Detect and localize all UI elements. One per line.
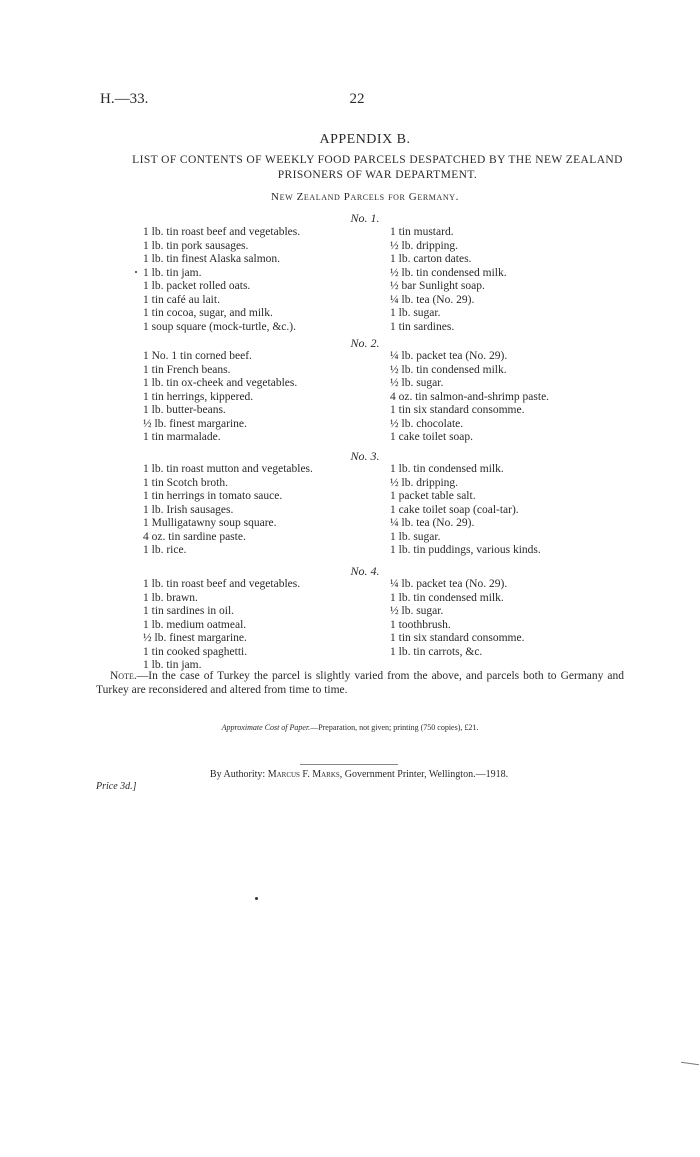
note-text: —In the case of Turkey the parcel is slightly varied from the above, and parcels both to Germany and Turkey are reconsidered and altered from time to time.: [96, 670, 624, 696]
list-item: 1 tin herrings, kippered.: [143, 390, 254, 403]
list-item: 1 lb. Irish sausages.: [143, 503, 234, 516]
list-item: 1 tin Scotch broth.: [143, 476, 228, 489]
list-item: 1 lb. brawn.: [143, 591, 198, 604]
list-item: ½ lb. tin condensed milk.: [390, 266, 507, 279]
parcel-items-left: [143, 350, 297, 445]
list-item: 1 lb. medium oatmeal.: [143, 618, 247, 631]
list-item: ½ bar Sunlight soap.: [390, 280, 485, 292]
list-item: 1 lb. tin roast mutton and vegetables.: [143, 463, 313, 475]
list-item: 1 lb. tin jam.: [143, 659, 202, 671]
list-item: 1 lb. packet rolled oats.: [143, 280, 251, 292]
parcel-items-right: [390, 463, 541, 558]
list-item: 1 lb. sugar.: [390, 307, 441, 319]
list-item: 1 tin café au lait.: [143, 293, 220, 306]
list-item: 1 lb. carton dates.: [390, 253, 472, 265]
list-item: 1 tin cocoa, sugar, and milk.: [143, 307, 273, 319]
cost-label: Approximate Cost of Paper.: [221, 723, 311, 732]
list-item: 4 oz. tin sardine paste.: [143, 530, 246, 543]
price-note: Price 3d.]: [96, 781, 137, 792]
page-number: 22: [349, 91, 365, 107]
list-item: ½ lb. sugar.: [390, 377, 444, 389]
authority-line: [0, 769, 700, 780]
list-item: 1 tin mustard.: [390, 226, 454, 238]
scan-speck: [255, 897, 258, 900]
list-item: 1 lb. sugar.: [390, 530, 441, 543]
list-item: 1 tin cooked spaghetti.: [143, 645, 248, 658]
list-item: ¼ lb. tea (No. 29).: [390, 517, 475, 529]
note-label: Note.: [110, 670, 137, 682]
list-item: ½ lb. finest margarine.: [143, 632, 247, 644]
list-item: ½ lb. sugar.: [390, 605, 444, 617]
appendix-title: APPENDIX B.: [319, 132, 411, 147]
list-item: 1 tin marmalade.: [143, 431, 221, 443]
cost-text: —Preparation, not given; printing (750 copies), £21.: [310, 723, 479, 732]
list-item: ½ lb. finest margarine.: [143, 417, 247, 430]
authority-prefix: By Authority:: [209, 769, 268, 780]
list-title: LIST OF CONTENTS OF WEEKLY FOOD PARCELS DESPATCHED BY THE NEW ZEALAND PRISONERS OF WAR DEPARTMENT.: [132, 154, 623, 181]
scan-speck: [135, 271, 137, 273]
parcel-items-left: [143, 463, 313, 558]
list-item: 1 cake toilet soap.: [390, 431, 474, 443]
printer-name: Marcus F. Marks: [267, 769, 340, 780]
list-item: 1 Mulligatawny soup square.: [143, 517, 277, 529]
list-item: 1 lb. tin ox-cheek and vegetables.: [143, 377, 298, 389]
section-subtitle: New Zealand Parcels for Germany.: [271, 191, 459, 203]
list-item: 1 tin herrings in tomato sauce.: [143, 490, 283, 502]
divider-rule: [300, 764, 398, 765]
page-reference: H.—33.: [100, 91, 149, 107]
list-item: 1 lb. tin condensed milk.: [390, 591, 504, 604]
list-item: 1 packet table salt.: [390, 490, 476, 502]
parcel-items-right: [390, 578, 524, 659]
list-item: 1 lb. tin finest Alaska salmon.: [143, 253, 281, 265]
list-item: 1 lb. tin pork sausages.: [143, 239, 249, 252]
parcel-items-right: [390, 226, 507, 334]
list-item: ¼ lb. packet tea (No. 29).: [390, 578, 508, 590]
list-item: 1 tin French beans.: [143, 363, 231, 376]
cost-line: [0, 723, 700, 732]
list-item: 1 lb. tin jam.: [143, 266, 202, 279]
list-item: 1 lb. rice.: [143, 544, 187, 556]
list-item: 1 cake toilet soap (coal-tar).: [390, 503, 519, 516]
scan-mark: [681, 1062, 699, 1065]
list-item: 1 No. 1 tin corned beef.: [143, 350, 252, 362]
list-item: 1 tin six standard consomme.: [390, 632, 525, 644]
parcel-label: No. 3.: [350, 449, 380, 463]
list-item: 1 lb. butter-beans.: [143, 404, 226, 416]
list-item: 1 lb. tin roast beef and vegetables.: [143, 578, 301, 590]
list-item: 1 lb. tin puddings, various kinds.: [390, 544, 541, 556]
authority-suffix: , Government Printer, Wellington.—1918.: [339, 769, 509, 780]
parcel-items-left: [143, 578, 300, 673]
parcel-label: No. 1.: [350, 211, 380, 225]
list-item: 1 lb. tin carrots, &c.: [390, 645, 483, 658]
list-item: ½ lb. dripping.: [390, 239, 459, 252]
list-item: ½ lb. tin condensed milk.: [390, 363, 507, 376]
list-item: 1 tin six standard consomme.: [390, 404, 525, 416]
list-item: 1 soup square (mock-turtle, &c.).: [143, 320, 296, 333]
list-item: ¼ lb. packet tea (No. 29).: [390, 350, 508, 362]
parcel-items-left: [143, 226, 300, 334]
list-item: 1 tin sardines.: [390, 320, 455, 333]
list-item: 1 lb. tin condensed milk.: [390, 463, 504, 475]
parcel-label: No. 2.: [350, 336, 380, 350]
list-item: ¼ lb. tea (No. 29).: [390, 293, 475, 306]
list-item: 1 lb. tin roast beef and vegetables.: [143, 226, 301, 238]
note-paragraph: [96, 669, 624, 697]
list-item: 4 oz. tin salmon-and-shrimp paste.: [390, 390, 550, 403]
parcel-label: No. 4.: [350, 564, 380, 578]
list-item: ½ lb. dripping.: [390, 476, 459, 489]
list-item: 1 toothbrush.: [390, 618, 451, 631]
list-item: ½ lb. chocolate.: [390, 417, 464, 430]
parcel-items-right: [390, 350, 549, 445]
list-item: 1 tin sardines in oil.: [143, 605, 235, 617]
